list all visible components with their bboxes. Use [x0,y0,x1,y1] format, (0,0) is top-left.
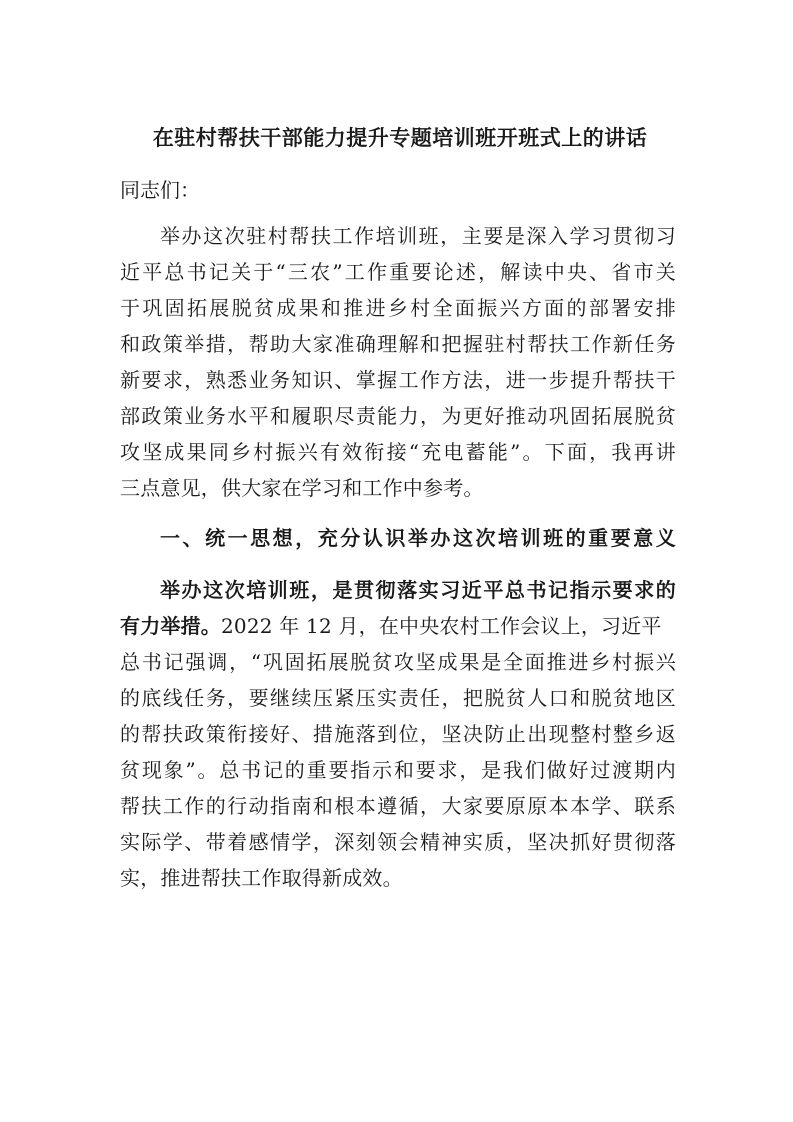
section-heading: 一、统一思想，充分认识举办这次培训班的重要意义 [160,526,676,550]
salutation: 同志们： [120,178,200,202]
paragraph-line: 实际学、带着感情学，深刻领会精神实质，坚决抓好贯彻落 [120,830,676,854]
bold-lead-text: 有力举措。 [120,614,221,638]
paragraph-line: 总书记强调，“巩固拓展脱贫攻坚成果是全面推进乡村振兴 [120,650,676,674]
paragraph-line: 的底线任务，要继续压紧压实责任，把脱贫人口和脱贫地区 [120,686,676,710]
paragraph-line: 贫现象”。总书记的重要指示和要求，是我们做好过渡期内 [120,758,676,782]
paragraph-line: 于巩固拓展脱贫成果和推进乡村全面振兴方面的部署安排 [120,296,676,320]
paragraph-line: 攻坚成果同乡村振兴有效衔接“充电蓄能”。下面，我再讲 [120,440,676,464]
document-title: 在驻村帮扶干部能力提升专题培训班开班式上的讲话 [152,125,648,150]
paragraph-line [120,608,676,644]
paragraph-line: 举办这次驻村帮扶工作培训班，主要是深入学习贯彻习 [160,224,676,248]
paragraph-line: 三点意见，供大家在学习和工作中参考。 [120,476,484,500]
paragraph-text: 2022 年 12 月，在中央农村工作会议上，习近平 [221,614,662,638]
paragraph-line: 的帮扶政策衔接好、措施落到位，坚决防止出现整村整乡返 [120,722,676,746]
paragraph-line: 帮扶工作的行动指南和根本遵循，大家要原原本本学、联系 [120,794,676,818]
paragraph-line: 部政策业务水平和履职尽责能力，为更好推动巩固拓展脱贫 [120,404,676,428]
paragraph-line: 新要求，熟悉业务知识、掌握工作方法，进一步提升帮扶干 [120,368,676,392]
paragraph-line: 近平总书记关于“三农”工作重要论述，解读中央、省市关 [120,260,676,284]
paragraph-line: 实，推进帮扶工作取得新成效。 [120,866,403,890]
paragraph-line-bold: 举办这次培训班，是贯彻落实习近平总书记指示要求的 [160,578,676,602]
paragraph-line: 和政策举措，帮助大家准确理解和把握驻村帮扶工作新任务 [120,332,676,356]
